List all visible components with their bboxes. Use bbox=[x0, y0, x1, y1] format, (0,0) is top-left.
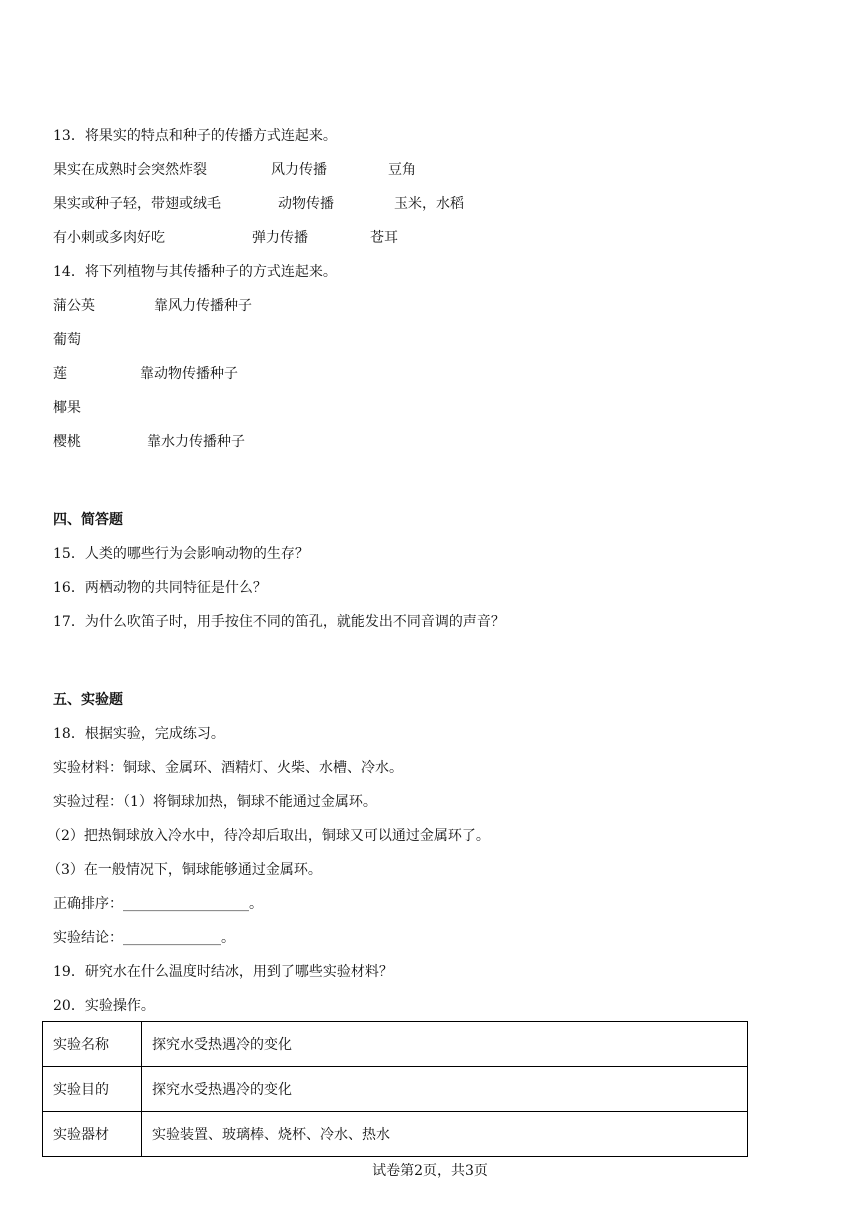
q13-row1-feature: 果实在成熟时会突然炸裂 bbox=[53, 162, 207, 178]
q13-row3-plant: 苍耳 bbox=[370, 230, 398, 246]
page-footer: 试卷第2页，共3页 bbox=[372, 1163, 488, 1179]
q14-method-2: 靠动物传播种子 bbox=[140, 366, 238, 382]
q18-stem: 18．根据实验，完成练习。 bbox=[53, 726, 225, 742]
q20-text: 20．实验操作。 bbox=[53, 998, 155, 1014]
q13-row1-plant: 豆角 bbox=[388, 162, 416, 178]
q13-row3-feature: 有小刺或多肉好吃 bbox=[53, 230, 165, 246]
q14-method-3: 靠水力传播种子 bbox=[147, 434, 245, 450]
table-value-equipment: 实验装置、玻璃棒、烧杯、冷水、热水 bbox=[142, 1112, 748, 1157]
q14-method-1: 靠风力传播种子 bbox=[154, 298, 252, 314]
q13-row1-method: 风力传播 bbox=[271, 162, 327, 178]
table-row bbox=[43, 1112, 748, 1157]
q14-plant-5: 樱桃 bbox=[53, 434, 81, 450]
q13-row2-method: 动物传播 bbox=[278, 196, 334, 212]
q18-step1: 实验过程：（1）将铜球加热，铜球不能通过金属环。 bbox=[53, 794, 377, 810]
q18-materials: 实验材料：铜球、金属环、酒精灯、火柴、水槽、冷水。 bbox=[53, 760, 403, 776]
q18-step2: （2）把热铜球放入冷水中，待冷却后取出，铜球又可以通过金属环了。 bbox=[47, 828, 490, 844]
q14-plant-4: 椰果 bbox=[53, 400, 81, 416]
table-row bbox=[43, 1067, 748, 1112]
q14-plant-2: 葡萄 bbox=[53, 332, 81, 348]
q15-text: 15．人类的哪些行为会影响动物的生存？ bbox=[53, 546, 309, 562]
table-key-purpose: 实验目的 bbox=[43, 1067, 142, 1112]
q13-row2-plant: 玉米，水稻 bbox=[394, 196, 464, 212]
q13-row2-feature: 果实或种子轻，带翅或绒毛 bbox=[53, 196, 221, 212]
section4-title: 四、简答题 bbox=[53, 512, 123, 528]
q13-row3-method: 弹力传播 bbox=[252, 230, 308, 246]
table-row bbox=[43, 1022, 748, 1067]
q18-order-blank: 正确排序：__________________。 bbox=[53, 896, 263, 912]
q18-step3: （3）在一般情况下，铜球能够通过金属环。 bbox=[47, 862, 322, 878]
q19-text: 19．研究水在什么温度时结冰，用到了哪些实验材料？ bbox=[53, 964, 393, 980]
table-value-name: 探究水受热遇冷的变化 bbox=[142, 1022, 748, 1067]
q14-plant-1: 蒲公英 bbox=[53, 298, 95, 314]
q16-text: 16．两栖动物的共同特征是什么？ bbox=[53, 580, 267, 596]
q18-conclusion-blank: 实验结论：______________。 bbox=[53, 930, 235, 946]
q17-text: 17．为什么吹笛子时，用手按住不同的笛孔，就能发出不同音调的声音？ bbox=[53, 614, 505, 630]
table-value-purpose: 探究水受热遇冷的变化 bbox=[142, 1067, 748, 1112]
table-key-equipment: 实验器材 bbox=[43, 1112, 142, 1157]
q14-stem: 14．将下列植物与其传播种子的方式连起来。 bbox=[53, 264, 337, 280]
q14-plant-3: 莲 bbox=[53, 366, 67, 382]
section5-title: 五、实验题 bbox=[53, 692, 123, 708]
experiment-table bbox=[42, 1021, 748, 1157]
table-key-name: 实验名称 bbox=[43, 1022, 142, 1067]
q13-stem: 13．将果实的特点和种子的传播方式连起来。 bbox=[53, 128, 337, 144]
